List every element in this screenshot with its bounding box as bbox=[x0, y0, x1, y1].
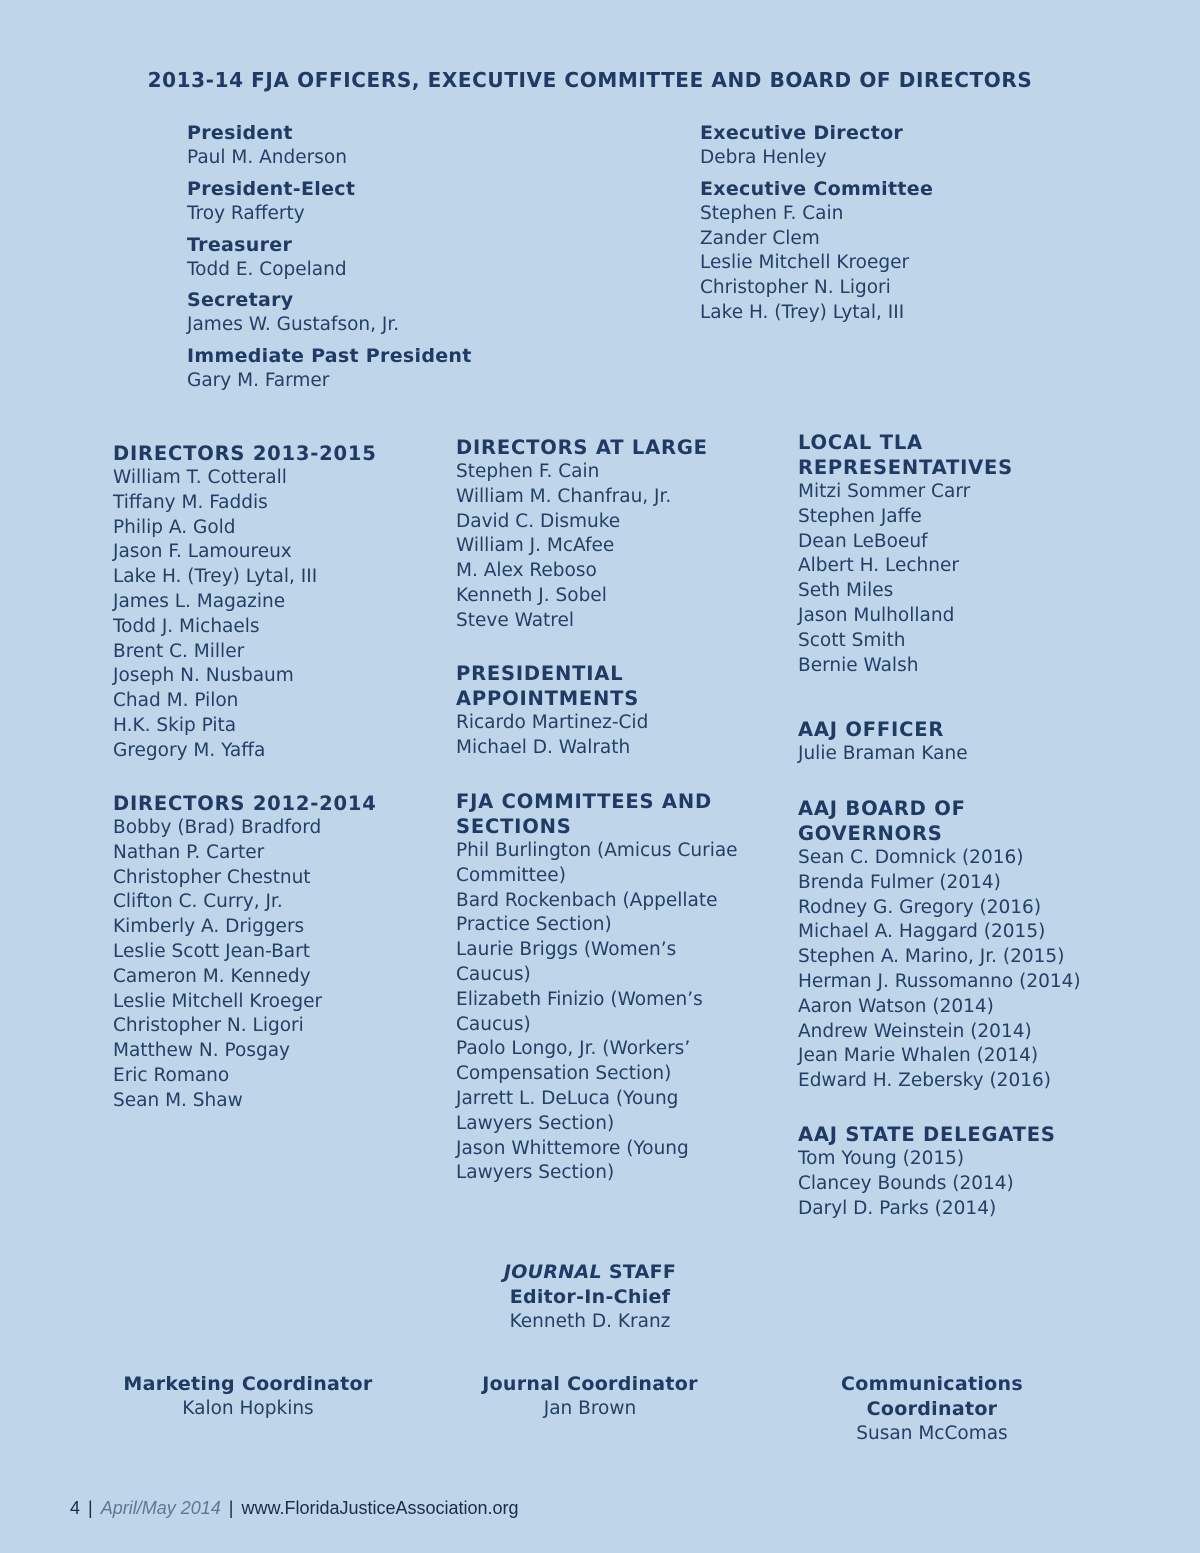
section-heading: GOVERNORS bbox=[798, 822, 943, 845]
list-item: William M. Chanfrau, Jr. bbox=[456, 485, 672, 507]
section-heading: LOCAL TLA bbox=[798, 431, 923, 454]
list-item: Ricardo Martinez-Cid bbox=[456, 712, 649, 733]
list-item: Jean Marie Whalen (2014) bbox=[798, 1045, 1039, 1067]
aaj-delegates-list bbox=[798, 1147, 1128, 1221]
journal-coordinator-name: Jan Brown bbox=[543, 1398, 637, 1419]
editor-role: Editor-In-Chief bbox=[509, 1286, 671, 1308]
section-heading: SECTIONS bbox=[456, 815, 572, 838]
section-heading: PRESIDENTIAL bbox=[456, 662, 624, 685]
list-item: Laurie Briggs (Women’s bbox=[456, 939, 677, 961]
list-item: Clancey Bounds (2014) bbox=[798, 1172, 1014, 1194]
list-item: Stephen F. Cain bbox=[700, 202, 844, 224]
list-item: Kimberly A. Driggers bbox=[113, 916, 305, 938]
page-number: 4 bbox=[70, 1498, 81, 1518]
list-item: Cameron M. Kennedy bbox=[113, 965, 311, 987]
section-heading: AAJ OFFICER bbox=[798, 718, 945, 741]
list-item: Joseph N. Nusbaum bbox=[113, 665, 294, 687]
list-item: Dean LeBoeuf bbox=[798, 530, 928, 552]
list-item: Matthew N. Posgay bbox=[113, 1040, 291, 1062]
list-item: Clifton C. Curry, Jr. bbox=[113, 891, 283, 913]
officer-group bbox=[187, 177, 607, 227]
aaj-officer-section bbox=[798, 717, 1128, 767]
list-item: Committee) bbox=[456, 864, 566, 886]
executive-committee-group bbox=[700, 177, 1120, 326]
list-item: Michael A. Haggard (2015) bbox=[798, 921, 1046, 943]
list-item: Scott Smith bbox=[798, 629, 906, 651]
executive-committee-list bbox=[700, 202, 1120, 326]
officer-role: Immediate Past President bbox=[187, 345, 472, 368]
committees-section bbox=[456, 789, 776, 1186]
list-item: Steve Watrel bbox=[456, 609, 575, 631]
list-item: Caucus) bbox=[456, 1013, 531, 1035]
officer-name: Gary M. Farmer bbox=[187, 370, 330, 392]
section-heading: AAJ BOARD OF bbox=[798, 797, 966, 820]
list-item: Elizabeth Finizio (Women’s bbox=[456, 988, 703, 1010]
list-item: Michael D. Walrath bbox=[456, 736, 631, 758]
officer-role: Secretary bbox=[187, 289, 294, 312]
list-item: Todd J. Michaels bbox=[113, 615, 260, 637]
page-title: 2013-14 FJA OFFICERS, EXECUTIVE COMMITTEE AND BOARD OF DIRECTORS bbox=[147, 68, 1033, 92]
communications-name: Susan McComas bbox=[856, 1423, 1008, 1444]
communications-role: Coordinator bbox=[866, 1398, 998, 1420]
list-item: Sean C. Domnick (2016) bbox=[798, 847, 1024, 868]
list-item: Edward H. Zebersky (2016) bbox=[798, 1070, 1051, 1092]
marketing-name: Kalon Hopkins bbox=[182, 1398, 314, 1419]
section-heading: REPRESENTATIVES bbox=[798, 456, 1014, 479]
officer-role: Treasurer bbox=[187, 233, 293, 256]
committees-list bbox=[456, 839, 776, 1186]
executive-committee-heading: Executive Committee bbox=[700, 177, 934, 200]
divider: | bbox=[228, 1498, 234, 1518]
list-item: Zander Clem bbox=[700, 227, 820, 249]
list-item: Leslie Mitchell Kroeger bbox=[700, 252, 910, 274]
list-item: H.K. Skip Pita bbox=[113, 714, 237, 736]
list-item: Paolo Longo, Jr. (Workers’ bbox=[456, 1038, 691, 1060]
directors-2012-2014-section bbox=[113, 791, 433, 1114]
officer-group bbox=[187, 121, 607, 171]
officer-name: James W. Gustafson, Jr. bbox=[187, 314, 400, 336]
officer-group bbox=[187, 344, 607, 394]
list-item: Mitzi Sommer Carr bbox=[798, 481, 971, 502]
list-item: Leslie Mitchell Kroeger bbox=[113, 990, 323, 1012]
section-heading: DIRECTORS AT LARGE bbox=[456, 436, 708, 459]
aaj-officer-list bbox=[798, 742, 1128, 767]
officers-section bbox=[187, 121, 607, 400]
list-item: Nathan P. Carter bbox=[113, 841, 265, 863]
list-item: Leslie Scott Jean-Bart bbox=[113, 940, 310, 962]
editor-name: Kenneth D. Kranz bbox=[509, 1311, 671, 1332]
list-item: Eric Romano bbox=[113, 1064, 230, 1086]
directors-2013-2015-section bbox=[113, 441, 433, 764]
journal-coordinator-section bbox=[440, 1372, 740, 1422]
directors-at-large-section bbox=[456, 435, 776, 634]
presidential-appointments-list bbox=[456, 711, 776, 761]
officer-role: President-Elect bbox=[187, 177, 356, 200]
section-heading: FJA COMMITTEES AND bbox=[456, 790, 712, 813]
divider: | bbox=[88, 1498, 93, 1518]
list-item: Tiffany M. Faddis bbox=[113, 491, 268, 513]
list-item: Rodney G. Gregory (2016) bbox=[798, 896, 1042, 918]
local-tla-list bbox=[798, 480, 1128, 678]
list-item: Caucus) bbox=[456, 963, 531, 985]
communications-role: Communications bbox=[841, 1373, 1023, 1395]
executive-director-name: Debra Henley bbox=[700, 147, 827, 168]
directors-at-large-list bbox=[456, 460, 776, 634]
list-item: Stephen Jaffe bbox=[798, 505, 922, 527]
list-item: Philip A. Gold bbox=[113, 516, 236, 538]
list-item: Brent C. Miller bbox=[113, 640, 245, 662]
aaj-board-list bbox=[798, 846, 1128, 1094]
list-item: Sean M. Shaw bbox=[113, 1089, 243, 1111]
list-item: Christopher N. Ligori bbox=[700, 277, 891, 299]
list-item: Jason Whittemore (Young bbox=[456, 1137, 689, 1159]
aaj-delegates-section bbox=[798, 1122, 1128, 1221]
list-item: Daryl D. Parks (2014) bbox=[798, 1197, 997, 1219]
officer-group bbox=[187, 288, 607, 338]
list-item: Herman J. Russomanno (2014) bbox=[798, 970, 1081, 992]
list-item: Kenneth J. Sobel bbox=[456, 584, 607, 606]
section-heading: APPOINTMENTS bbox=[456, 687, 640, 710]
executive-section bbox=[700, 121, 1120, 332]
officer-name: Todd E. Copeland bbox=[187, 258, 347, 280]
list-item: Christopher N. Ligori bbox=[113, 1015, 304, 1037]
page-footer bbox=[70, 1498, 519, 1519]
website-link[interactable]: www.FloridaJusticeAssociation.org bbox=[241, 1498, 519, 1518]
list-item: Tom Young (2015) bbox=[798, 1148, 965, 1169]
marketing-role: Marketing Coordinator bbox=[123, 1373, 373, 1395]
officer-name: Troy Rafferty bbox=[187, 202, 305, 224]
list-item: Lawyers Section) bbox=[456, 1162, 615, 1184]
directors-2013-2015-list bbox=[113, 466, 433, 764]
marketing-section bbox=[98, 1372, 398, 1422]
list-item: Stephen F. Cain bbox=[456, 461, 600, 482]
list-item: William J. McAfee bbox=[456, 535, 615, 557]
list-item: Phil Burlington (Amicus Curiae bbox=[456, 840, 738, 861]
list-item: David C. Dismuke bbox=[456, 510, 621, 532]
list-item: Gregory M. Yaffa bbox=[113, 739, 266, 761]
list-item: Lawyers Section) bbox=[456, 1112, 615, 1134]
aaj-board-section bbox=[798, 796, 1128, 1094]
local-tla-section bbox=[798, 430, 1128, 678]
communications-section bbox=[782, 1372, 1082, 1447]
list-item: Compensation Section) bbox=[456, 1063, 672, 1085]
journal-staff-heading bbox=[440, 1260, 740, 1285]
list-item: Stephen A. Marino, Jr. (2015) bbox=[798, 946, 1065, 968]
section-heading: AAJ STATE DELEGATES bbox=[798, 1123, 1056, 1146]
list-item: Bobby (Brad) Bradford bbox=[113, 817, 322, 838]
issue-date: April/May 2014 bbox=[100, 1498, 221, 1518]
staff-word: STAFF bbox=[601, 1261, 677, 1283]
list-item: Jason F. Lamoureux bbox=[113, 541, 292, 563]
list-item: Lake H. (Trey) Lytal, III bbox=[700, 301, 905, 323]
list-item: Aaron Watson (2014) bbox=[798, 995, 994, 1017]
officer-group bbox=[187, 233, 607, 283]
section-heading: DIRECTORS 2013-2015 bbox=[113, 442, 377, 465]
list-item: Chad M. Pilon bbox=[113, 690, 239, 712]
journal-staff-section bbox=[440, 1260, 740, 1335]
list-item: M. Alex Reboso bbox=[456, 560, 597, 582]
list-item: Practice Section) bbox=[456, 914, 612, 936]
section-heading: DIRECTORS 2012-2014 bbox=[113, 792, 377, 815]
executive-director-heading: Executive Director bbox=[700, 122, 904, 144]
executive-director-group bbox=[700, 121, 1120, 171]
journal-coordinator-role: Journal Coordinator bbox=[482, 1373, 698, 1395]
list-item: Jason Mulholland bbox=[798, 604, 955, 626]
list-item: Jarrett L. DeLuca (Young bbox=[456, 1087, 679, 1109]
list-item: Seth Miles bbox=[798, 580, 894, 602]
list-item: Albert H. Lechner bbox=[798, 555, 959, 577]
officer-role: President bbox=[187, 122, 293, 144]
officer-name: Paul M. Anderson bbox=[187, 147, 347, 168]
list-item: William T. Cotterall bbox=[113, 467, 287, 488]
directors-2012-2014-list bbox=[113, 816, 433, 1114]
list-item: Bernie Walsh bbox=[798, 654, 919, 676]
list-item: Lake H. (Trey) Lytal, III bbox=[113, 566, 318, 588]
list-item: Brenda Fulmer (2014) bbox=[798, 871, 1001, 893]
journal-word: JOURNAL bbox=[503, 1261, 602, 1283]
presidential-appointments-section bbox=[456, 661, 776, 761]
list-item: James L. Magazine bbox=[113, 590, 286, 612]
list-item: Christopher Chestnut bbox=[113, 866, 311, 888]
list-item: Andrew Weinstein (2014) bbox=[798, 1020, 1032, 1042]
list-item: Julie Braman Kane bbox=[798, 743, 968, 764]
list-item: Bard Rockenbach (Appellate bbox=[456, 889, 718, 911]
